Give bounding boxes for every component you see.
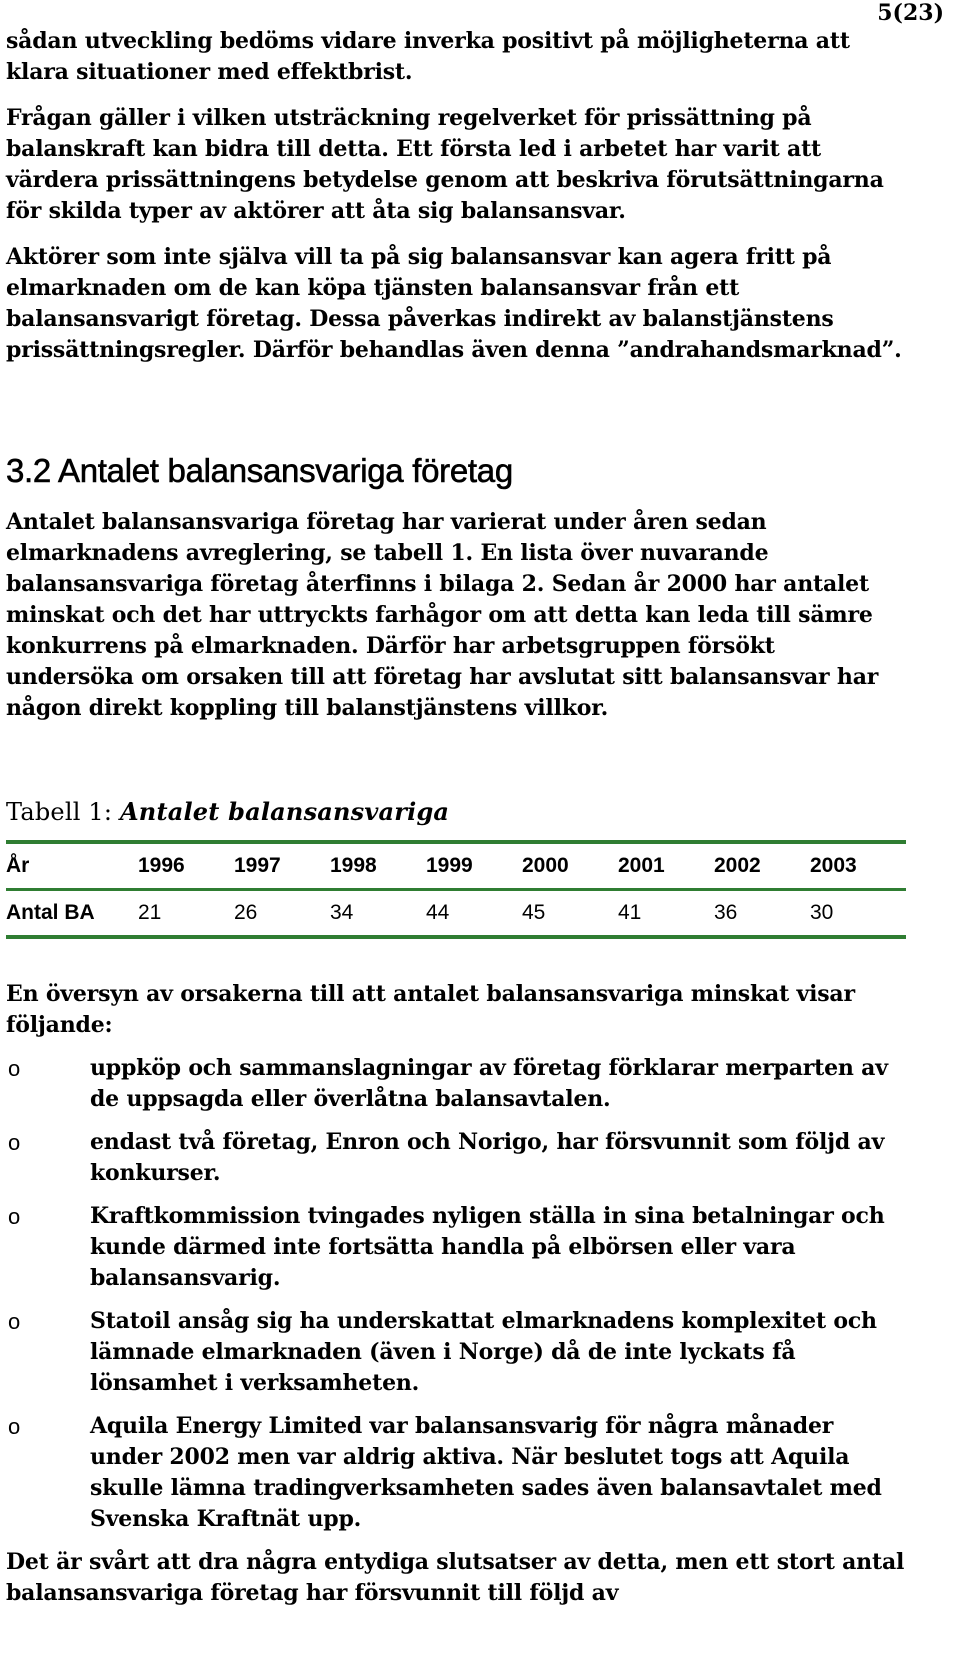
year-cell: 1999 (426, 854, 473, 877)
year-cell: 2002 (714, 854, 761, 877)
list-item-text: Statoil ansåg sig ha underskattat elmarknadens komplexitet och lämnade elmarknaden (även i Norge) då de inte lyckats få lönsamhet i verksamheten. (90, 1308, 877, 1396)
year-cell: 2001 (618, 854, 665, 877)
bullet-marker: o (8, 1204, 21, 1229)
table-antal-ba (6, 840, 906, 939)
row-label-year: År (6, 854, 30, 877)
count-cell: 45 (522, 901, 546, 924)
paragraph-regelverket: Frågan gäller i vilken utsträckning regelverket för prissättning på balanskraft kan bidra till detta. Ett första led i arbetet har varit att värdera prissättningens betydelse genom att beskriva förutsättningarna för skilda typer av aktörer att åta sig balansansvar. (6, 105, 884, 224)
count-cell: 21 (138, 901, 162, 924)
list-item-text: Kraftkommission tvingades nyligen ställa in sina betalningar och kunde därmed inte fortsätta handla på elbörsen eller vara balansansvarig. (90, 1203, 885, 1291)
table-caption-prefix: Tabell 1: (6, 798, 120, 826)
table-caption-title: Antalet balansansvariga (119, 797, 450, 826)
year-cell: 1997 (234, 854, 281, 877)
list-item (6, 1411, 906, 1535)
row-label-count: Antal BA (6, 901, 95, 924)
document-body (6, 26, 906, 1609)
count-cell: 44 (426, 901, 450, 924)
paragraph-andrahandsmarknad: Aktörer som inte själva vill ta på sig balansansvar kan agera fritt på elmarknaden om de kan köpa tjänsten balansansvar från ett balansansvarigt företag. Dessa påverkas indirekt av balanstjänstens prissättningsregler. Därför behandlas även denna ”andrahandsmarknad”. (6, 244, 902, 363)
list-item (6, 1306, 906, 1399)
year-cell: 1996 (138, 854, 185, 877)
bullet-marker: o (8, 1130, 21, 1155)
section-heading: 3.2 Antalet balansansvariga företag (6, 452, 513, 489)
count-cell: 34 (330, 901, 354, 924)
paragraph-slutsatser: Det är svårt att dra några entydiga slutsatser av detta, men ett stort antal balansansvariga företag har försvunnit till följd av (6, 1549, 905, 1606)
bullet-marker: o (8, 1414, 21, 1439)
list-item (6, 1201, 906, 1294)
year-cell: 2003 (810, 854, 857, 877)
count-cell: 36 (714, 901, 738, 924)
paragraph-oversyn: En översyn av orsakerna till att antalet balansansvariga minskat visar följande: (6, 981, 855, 1038)
table-caption (6, 796, 906, 828)
list-item-text: uppköp och sammanslagningar av företag förklarar merparten av de uppsagda eller överlåtna balansavtalen. (90, 1055, 888, 1112)
list-item (6, 1053, 906, 1115)
paragraph-effektbrist: sådan utveckling bedöms vidare inverka positivt på möjligheterna att klara situationer med effektbrist. (6, 28, 850, 85)
table-row-count (6, 891, 906, 935)
bullet-marker: o (8, 1056, 21, 1081)
table-row-year (6, 844, 906, 891)
bullet-list (6, 1053, 906, 1535)
year-cell: 2000 (522, 854, 569, 877)
page-number: 5(23) (877, 0, 944, 26)
year-cell: 1998 (330, 854, 377, 877)
count-cell: 26 (234, 901, 258, 924)
list-item-text: Aquila Energy Limited var balansansvarig för några månader under 2002 men var aldrig aktiva. När beslutet togs att Aquila skulle lämna tradingverksamheten sades även balansavtalet med Svenska Kraftnät upp. (90, 1413, 882, 1532)
count-cell: 41 (618, 901, 642, 924)
bullet-marker: o (8, 1309, 21, 1334)
count-cell: 30 (810, 901, 834, 924)
paragraph-antalet: Antalet balansansvariga företag har varierat under åren sedan elmarknadens avreglering, se tabell 1. En lista över nuvarande balansansvariga företag återfinns i bilaga 2. Sedan år 2000 har antalet minskat och det har uttryckts farhågor om att detta kan leda till sämre konkurrens på elmarknaden. Därför har arbetsgruppen försökt undersöka om orsaken till att företag har avslutat sitt balansansvar har någon direkt koppling till balanstjänstens villkor. (6, 509, 879, 721)
list-item (6, 1127, 906, 1189)
list-item-text: endast två företag, Enron och Norigo, har försvunnit som följd av konkurser. (90, 1129, 885, 1186)
